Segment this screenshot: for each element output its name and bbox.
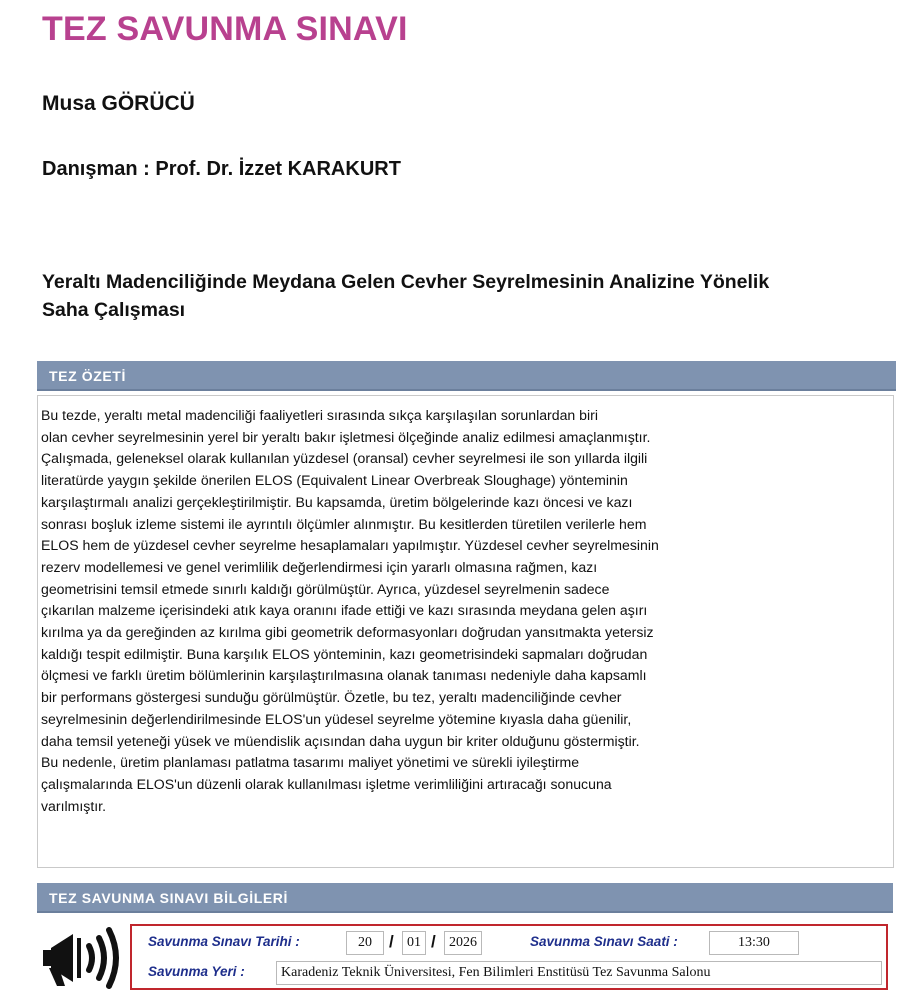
summary-line: seyrelmesinin değerlendirilmesinde ELOS'un yüdesel seyrelme yötemine kıyasla daha güenilir, (41, 710, 632, 727)
summary-line: geometrisini temsil etmede sınırlı kaldığı görülmüştür. Ayrıca, yüzdesel seyrelmenin sadece (41, 580, 610, 597)
summary-line: kırılma ya da gereğinden az kırılma gibi geometrik deformasyonları doğrudan yansıtmakta yetersiz (41, 624, 654, 641)
summary-line: ölçmesi ve farklı üretim bölümlerinin karşılaştırılmasına olanak tanıması nedeniyle daha kapsamlı (41, 667, 647, 684)
exam-info-box (130, 924, 888, 990)
exam-date-day: 20 (346, 931, 384, 955)
summary-line: varılmıştır. (41, 797, 106, 814)
summary-line: daha temsil yeteneği yüsek ve müendislik açısından daha uygun bir kriter olduğunu göstermiştir. (41, 732, 640, 749)
exam-location-value: Karadeniz Teknik Üniversitesi, Fen Bilimleri Enstitüsü Tez Savunma Salonu (276, 961, 882, 985)
summary-line: çalışmalarında ELOS'un düzenli olarak kullanılması işletme verimliliğini artıracağı sonucuna (41, 775, 612, 792)
exam-info-heading: TEZ SAVUNMA SINAVI BİLGİLERİ (49, 890, 288, 906)
candidate-name: Musa GÖRÜCÜ (42, 92, 195, 115)
megaphone-icon (37, 920, 123, 990)
summary-line: çıkarılan malzeme içerisindeki atık kaya oranını ifade ettiği ve kazı sırasında meydana gelen aşırı (41, 602, 648, 619)
summary-line: Bu nedenle, üretim planlaması patlatma tasarımı maliyet yönetimi ve sürekli iyileştirme (41, 754, 580, 771)
thesis-title (42, 268, 892, 324)
date-separator: / (389, 932, 394, 951)
summary-line: Bu tezde, yeraltı metal madenciliği faaliyetleri sırasında sıkça karşılaşılan sorunlardan biri (41, 407, 598, 423)
exam-date-year: 2026 (444, 931, 482, 955)
exam-location-label: Savunma Yeri : (148, 964, 245, 979)
summary-line: literatürde yaygın şekilde önerilen ELOS (Equivalent Linear Overbreak Sloughage) yönteminin (41, 472, 628, 489)
summary-line: Çalışmada, geleneksel olarak kullanılan yüzdesel (oransal) cevher seyrelmesi ile son yıllarda ilgili (41, 450, 648, 467)
thesis-title-line: Saha Çalışması (42, 299, 186, 321)
summary-line: karşılaştırmalı analizi gerçekleştirilmiştir. Bu kapsamda, üretim bölgelerinde kazı öncesi ve kazı (41, 493, 633, 510)
summary-text (41, 405, 781, 817)
summary-line: rezerv modellemesi ve genel verimlilik değerlendirmesi için yararlı olmasına rağmen, kazı (41, 558, 598, 575)
exam-info-section-header (37, 883, 893, 913)
summary-line: kaldığı tespit edilmiştir. Buna karşılık ELOS yönteminin, kazı geometrisindeki sapmaları doğrudan (41, 645, 648, 662)
page-title: TEZ SAVUNMA SINAVI (42, 10, 408, 48)
thesis-title-line: Yeraltı Madenciliğinde Meydana Gelen Cevher Seyrelmesinin Analizine Yönelik (42, 271, 770, 293)
advisor-name: Danışman : Prof. Dr. İzzet KARAKURT (42, 158, 401, 180)
summary-line: olan cevher seyrelmesinin yerel bir yeraltı bakır işletmesi ölçeğinde analiz edilmesi amaçlanmıştır. (41, 428, 651, 445)
exam-time-value: 13:30 (709, 931, 799, 955)
summary-box (37, 395, 894, 868)
summary-section-header (37, 361, 896, 391)
exam-date-month: 01 (402, 931, 426, 955)
exam-time-label: Savunma Sınavı Saati : (530, 934, 678, 949)
summary-line: sonrası boşluk izleme sistemi ile ayrıntılı ölçümler alınmıştır. Bu kesitlerden türetilen verilerle hem (41, 515, 647, 532)
exam-date-label: Savunma Sınavı Tarihi : (148, 934, 300, 949)
summary-line: ELOS hem de yüzdesel cevher seyrelme hesaplamaları yapılmıştır. Yüzdesel cevher seyrelmesinin (41, 537, 659, 554)
date-separator: / (431, 932, 436, 951)
summary-line: bir performans göstergesi sunduğu görülmüştür. Özetle, bu tez, yeraltı madenciliğinde cevher (41, 689, 622, 706)
summary-heading: TEZ ÖZETİ (49, 368, 126, 384)
